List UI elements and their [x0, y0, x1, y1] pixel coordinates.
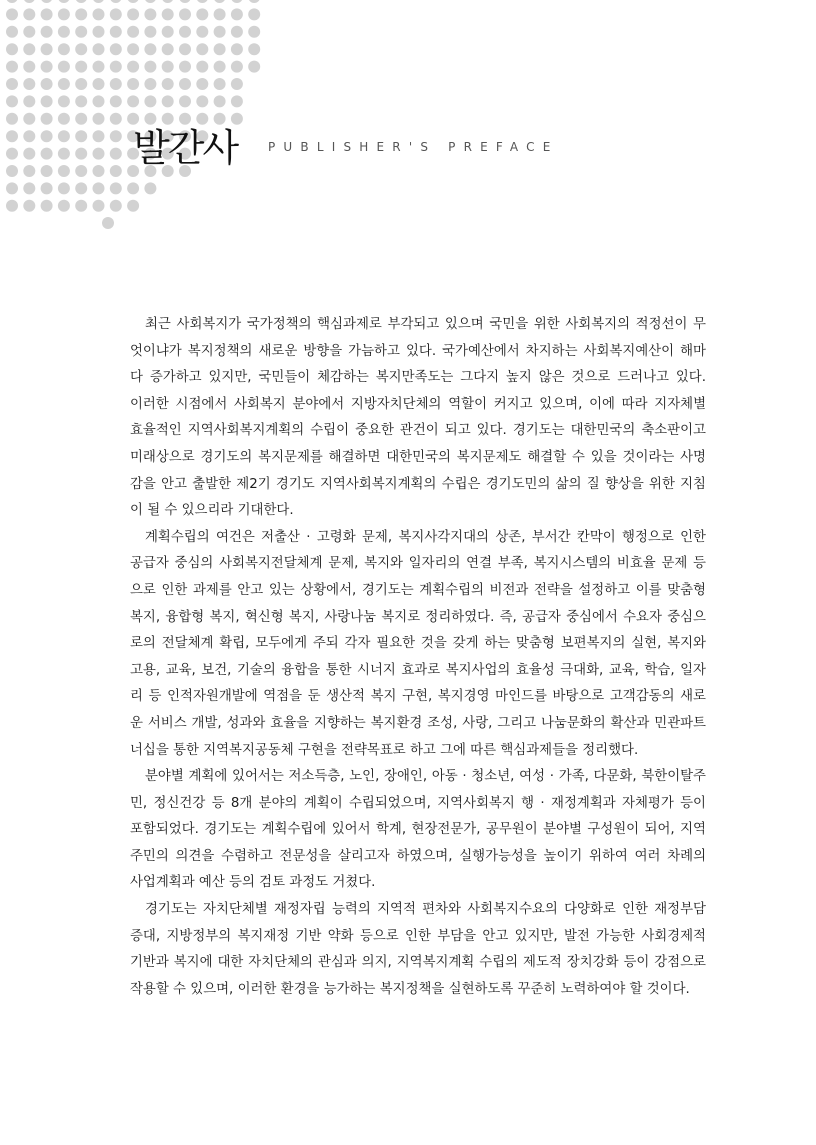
- pattern-dot: [196, 8, 208, 20]
- pattern-dot: [214, 113, 226, 125]
- pattern-dot: [75, 148, 87, 160]
- pattern-dot: [23, 148, 35, 160]
- pattern-dot: [162, 26, 174, 38]
- pattern-dot: [41, 78, 53, 90]
- pattern-dot: [41, 182, 53, 194]
- pattern-dot: [110, 182, 122, 194]
- pattern-dot: [127, 95, 139, 107]
- pattern-dot: [127, 78, 139, 90]
- pattern-dot: [127, 113, 139, 125]
- paragraph: [130, 897, 706, 1003]
- text-line: 리 등 인적자원개발에 역점을 둔 생산적 복지 구현, 복지경영 마인드를 바탕으로 고객감동의 새로: [130, 689, 706, 705]
- text-line: 너십을 통한 지역복지공동체 구현을 전략목표로 하고 그에 따른 핵심과제들을 정리했다.: [130, 742, 639, 758]
- pattern-dot: [127, 43, 139, 55]
- paragraph: [130, 525, 706, 764]
- text-line: 로의 전달체계 확립, 모두에게 주되 각자 필요한 것을 갖게 하는 맞춤형 보편복지의 실현, 복지와: [130, 636, 706, 652]
- pattern-dot: [75, 130, 87, 142]
- pattern-dot: [162, 0, 174, 3]
- page-title: 발간사: [133, 126, 238, 170]
- pattern-dot: [93, 0, 105, 3]
- text-line: 미래상으로 경기도의 복지문제를 해결하면 대한민국의 복지문제도 해결할 수 있을 것이라는 사명: [130, 449, 706, 465]
- pattern-dot: [110, 130, 122, 142]
- pattern-dot: [41, 8, 53, 20]
- text-line: 다 증가하고 있지만, 국민들이 체감하는 복지만족도는 그다지 높지 않은 것으로 드러나고 있다.: [130, 370, 706, 386]
- text-line: 작용할 수 있으며, 이러한 환경을 능가하는 복지정책을 실현하도록 꾸준히 노력하여야 할 것이다.: [130, 981, 690, 997]
- pattern-dot: [6, 26, 18, 38]
- pattern-dot: [102, 217, 114, 229]
- pattern-dot: [110, 200, 122, 212]
- pattern-dot: [58, 130, 70, 142]
- pattern-dot: [248, 61, 260, 73]
- pattern-dot: [110, 26, 122, 38]
- pattern-dot: [231, 61, 243, 73]
- pattern-dot: [179, 61, 191, 73]
- text-line: 효율적인 지역사회복지계획의 수립이 중요한 관건이 되고 있다. 경기도는 대한민국의 축소판이고: [130, 423, 706, 439]
- pattern-dot: [75, 0, 87, 3]
- pattern-dot: [75, 182, 87, 194]
- pattern-dot: [58, 0, 70, 3]
- pattern-dot: [58, 61, 70, 73]
- pattern-dot: [93, 165, 105, 177]
- pattern-dot: [93, 200, 105, 212]
- pattern-dot: [144, 61, 156, 73]
- pattern-dot: [23, 0, 35, 3]
- pattern-dot: [162, 43, 174, 55]
- pattern-dot: [162, 61, 174, 73]
- pattern-dot: [144, 113, 156, 125]
- pattern-dot: [41, 0, 53, 3]
- pattern-dot: [196, 95, 208, 107]
- pattern-dot: [214, 61, 226, 73]
- pattern-dot: [75, 113, 87, 125]
- pattern-dot: [75, 61, 87, 73]
- pattern-dot: [196, 43, 208, 55]
- paragraph: [130, 764, 706, 897]
- pattern-dot: [23, 200, 35, 212]
- pattern-dot: [75, 200, 87, 212]
- pattern-dot: [110, 148, 122, 160]
- pattern-dot: [231, 43, 243, 55]
- pattern-dot: [23, 95, 35, 107]
- pattern-dot: [23, 8, 35, 20]
- pattern-dot: [127, 61, 139, 73]
- pattern-dot: [41, 43, 53, 55]
- pattern-dot: [144, 0, 156, 3]
- pattern-dot: [231, 26, 243, 38]
- pattern-dot: [23, 113, 35, 125]
- pattern-dot: [179, 26, 191, 38]
- pattern-dot: [179, 43, 191, 55]
- pattern-dot: [110, 43, 122, 55]
- pattern-dot: [93, 61, 105, 73]
- pattern-dot: [93, 78, 105, 90]
- pattern-dot: [58, 8, 70, 20]
- pattern-dot: [75, 8, 87, 20]
- pattern-dot: [231, 8, 243, 20]
- text-line: 엇이냐가 복지정책의 새로운 방향을 가늠하고 있다. 국가예산에서 차지하는 사회복지예산이 해마: [130, 343, 706, 359]
- pattern-dot: [93, 113, 105, 125]
- pattern-dot: [196, 26, 208, 38]
- text-line: 계획수립의 여건은 저출산 · 고령화 문제, 복지사각지대의 상존, 부서간 칸막이 행정으로 인한: [145, 529, 706, 545]
- pattern-dot: [41, 130, 53, 142]
- pattern-dot: [93, 148, 105, 160]
- pattern-dot: [144, 95, 156, 107]
- pattern-dot: [75, 78, 87, 90]
- pattern-dot: [93, 8, 105, 20]
- pattern-dot: [41, 113, 53, 125]
- pattern-dot: [214, 95, 226, 107]
- pattern-dot: [41, 148, 53, 160]
- text-line: 고용, 교육, 보건, 기술의 융합을 통한 시너지 효과로 복지사업의 효율성 극대화, 교육, 학습, 일자: [130, 662, 706, 678]
- pattern-dot: [58, 26, 70, 38]
- pattern-dot: [179, 8, 191, 20]
- pattern-dot: [127, 0, 139, 3]
- pattern-dot: [75, 95, 87, 107]
- pattern-dot: [23, 78, 35, 90]
- text-line: 증대, 지방정부의 복지재정 기반 약화 등으로 인한 부담을 안고 있지만, 발전 가능한 사회경제적: [130, 928, 706, 944]
- pattern-dot: [196, 113, 208, 125]
- pattern-dot: [144, 26, 156, 38]
- pattern-dot: [6, 43, 18, 55]
- pattern-dot: [214, 26, 226, 38]
- pattern-dot: [231, 113, 243, 125]
- pattern-dot: [23, 26, 35, 38]
- page-subtitle: PUBLISHER'S PREFACE: [268, 140, 559, 154]
- pattern-dot: [6, 0, 18, 3]
- pattern-dot: [248, 43, 260, 55]
- pattern-dot: [214, 0, 226, 3]
- text-line: 이 될 수 있으리라 기대한다.: [130, 503, 294, 519]
- pattern-dot: [41, 165, 53, 177]
- text-line: 사업계획과 예산 등의 검토 과정도 거쳤다.: [130, 875, 376, 891]
- pattern-dot: [41, 26, 53, 38]
- pattern-dot: [179, 78, 191, 90]
- pattern-dot: [6, 148, 18, 160]
- pattern-dot: [93, 182, 105, 194]
- pattern-dot: [93, 26, 105, 38]
- text-line: 경기도는 자치단체별 재정자립 능력의 지역적 편차와 사회복지수요의 다양화로 인한 재정부담: [145, 902, 706, 918]
- pattern-dot: [248, 8, 260, 20]
- pattern-dot: [93, 95, 105, 107]
- pattern-dot: [248, 26, 260, 38]
- pattern-dot: [162, 78, 174, 90]
- pattern-dot: [75, 26, 87, 38]
- pattern-dot: [6, 95, 18, 107]
- pattern-dot: [196, 78, 208, 90]
- text-line: 감을 안고 출발한 제2기 경기도 지역사회복지계획의 수립은 경기도민의 삶의 질 향상을 위한 지침: [130, 476, 706, 492]
- pattern-dot: [127, 200, 139, 212]
- text-line: 최근 사회복지가 국가정책의 핵심과제로 부각되고 있으며 국민을 위한 사회복지의 적정선이 무: [145, 317, 706, 332]
- pattern-dot: [179, 113, 191, 125]
- text-line: 이러한 시점에서 사회복지 분야에서 지방자치단체의 역할이 커지고 있으며, 이에 따라 지자체별: [130, 396, 706, 412]
- pattern-dot: [110, 95, 122, 107]
- pattern-dot: [93, 43, 105, 55]
- pattern-dot: [23, 130, 35, 142]
- pattern-dot: [41, 61, 53, 73]
- pattern-dot: [58, 78, 70, 90]
- pattern-dot: [179, 0, 191, 3]
- pattern-dot: [6, 78, 18, 90]
- pattern-dot: [6, 113, 18, 125]
- pattern-dot: [127, 8, 139, 20]
- pattern-dot: [127, 26, 139, 38]
- pattern-dot: [23, 43, 35, 55]
- pattern-dot: [58, 43, 70, 55]
- pattern-dot: [144, 43, 156, 55]
- text-line: 공급자 중심의 사회복지전달체계 문제, 복지와 일자리의 연결 부족, 복지시스템의 비효율 문제 등: [130, 556, 706, 572]
- pattern-dot: [58, 182, 70, 194]
- text-line: 주민의 의견을 수렴하고 전문성을 살리고자 하였으며, 실행가능성을 높이기 위하여 여러 차례의: [130, 848, 706, 864]
- text-line: 으로 인한 과제를 안고 있는 상황에서, 경기도는 계획수립의 비전과 전략을 설정하고 이를 맞춤형: [130, 582, 706, 598]
- pattern-dot: [6, 130, 18, 142]
- text-line: 분야별 계획에 있어서는 저소득층, 노인, 장애인, 아동 · 청소년, 여성 · 가족, 다문화, 북한이탈주: [145, 769, 706, 785]
- pattern-dot: [231, 95, 243, 107]
- pattern-dot: [110, 78, 122, 90]
- pattern-dot: [58, 148, 70, 160]
- pattern-dot: [23, 61, 35, 73]
- pattern-dot: [196, 0, 208, 3]
- pattern-dot: [248, 0, 260, 3]
- text-line: 포함되었다. 경기도는 계획수립에 있어서 학계, 현장전문가, 공무원이 분야별 구성원이 되어, 지역: [130, 822, 706, 838]
- pattern-dot: [23, 165, 35, 177]
- pattern-dot: [110, 8, 122, 20]
- pattern-dot: [231, 0, 243, 3]
- pattern-dot: [58, 165, 70, 177]
- pattern-dot: [58, 113, 70, 125]
- preface-body: [130, 312, 706, 1003]
- decorative-dot-pattern: [0, 0, 300, 240]
- text-line: 운 서비스 개발, 성과와 효율을 지향하는 복지환경 조성, 사랑, 그리고 나눔문화의 확산과 민관파트: [130, 715, 706, 731]
- text-line: 민, 정신건강 등 8개 분야의 계획이 수립되었으며, 지역사회복지 행 · 재정계획과 자체평가 등이: [130, 795, 706, 811]
- pattern-dot: [110, 61, 122, 73]
- pattern-dot: [23, 182, 35, 194]
- pattern-dot: [214, 43, 226, 55]
- pattern-dot: [6, 61, 18, 73]
- pattern-dot: [6, 8, 18, 20]
- paragraph: [130, 312, 706, 525]
- pattern-dot: [144, 182, 156, 194]
- pattern-dot: [127, 182, 139, 194]
- pattern-dot: [110, 165, 122, 177]
- pattern-dot: [110, 0, 122, 3]
- text-line: 복지, 융합형 복지, 혁신형 복지, 사랑나눔 복지로 정리하였다. 즉, 공급자 중심에서 수요자 중심으: [130, 609, 706, 625]
- text-line: 기반과 복지에 대한 자치단체의 관심과 의지, 지역복지계획 수립의 제도적 장치강화 등이 강점으로: [130, 955, 706, 971]
- pattern-dot: [93, 130, 105, 142]
- pattern-dot: [179, 95, 191, 107]
- pattern-dot: [196, 61, 208, 73]
- pattern-dot: [58, 200, 70, 212]
- pattern-dot: [231, 78, 243, 90]
- pattern-dot: [41, 95, 53, 107]
- pattern-dot: [110, 113, 122, 125]
- pattern-dot: [58, 95, 70, 107]
- pattern-dot: [144, 8, 156, 20]
- pattern-dot: [6, 165, 18, 177]
- pattern-dot: [162, 8, 174, 20]
- pattern-dot: [6, 182, 18, 194]
- pattern-dot: [75, 43, 87, 55]
- pattern-dot: [162, 113, 174, 125]
- pattern-dot: [144, 78, 156, 90]
- pattern-dot: [41, 200, 53, 212]
- pattern-dot: [214, 78, 226, 90]
- pattern-dot: [162, 95, 174, 107]
- pattern-dot: [6, 200, 18, 212]
- pattern-dot: [75, 165, 87, 177]
- pattern-dot: [214, 8, 226, 20]
